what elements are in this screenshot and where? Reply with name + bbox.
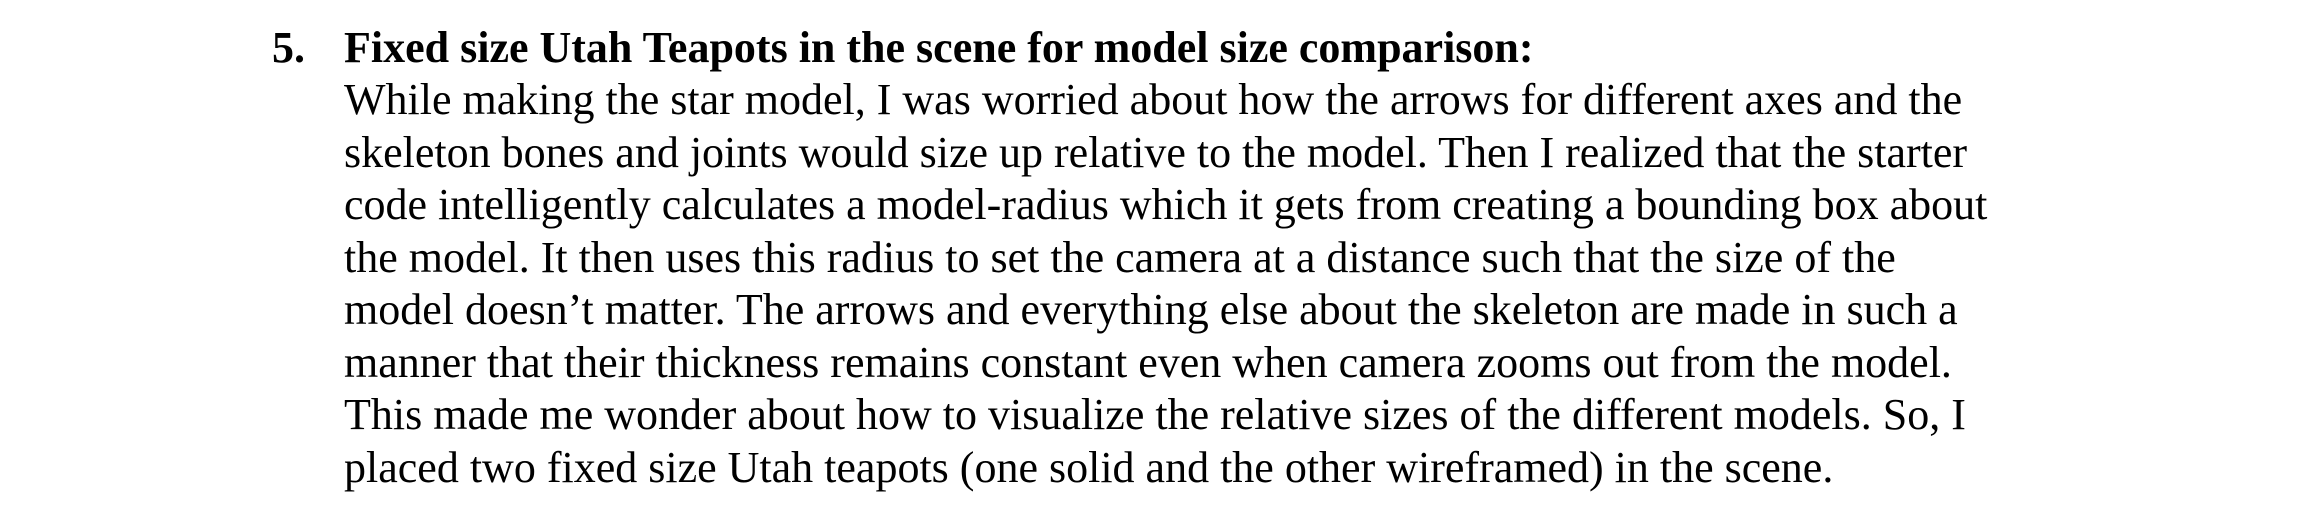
paragraph-line: manner that their thickness remains constant even when camera zooms out from the model.: [344, 337, 1952, 387]
paragraph-line: This made me wonder about how to visualize the relative sizes of the different models. So, I: [344, 390, 1966, 439]
paragraph-line: While making the star model, I was worried about how the arrows for different axes and the: [344, 75, 1963, 124]
item-content: [344, 22, 2304, 494]
item-paragraph: [344, 74, 2304, 494]
item-heading: Fixed size Utah Teapots in the scene for model size comparison:: [344, 23, 1534, 72]
paragraph-line: skeleton bones and joints would size up relative to the model. Then I realized that the starter: [344, 127, 1968, 177]
paragraph-line: the model. It then uses this radius to set the camera at a distance such that the size of the: [344, 232, 1896, 282]
item-number: 5.: [272, 23, 305, 72]
paragraph-line: model doesn’t matter. The arrows and everything else about the skeleton are made in such a: [344, 285, 1958, 334]
paragraph-line: placed two fixed size Utah teapots (one solid and the other wireframed) in the scene.: [344, 442, 1834, 492]
paragraph-line: code intelligently calculates a model-radius which it gets from creating a bounding box about: [344, 180, 1988, 229]
